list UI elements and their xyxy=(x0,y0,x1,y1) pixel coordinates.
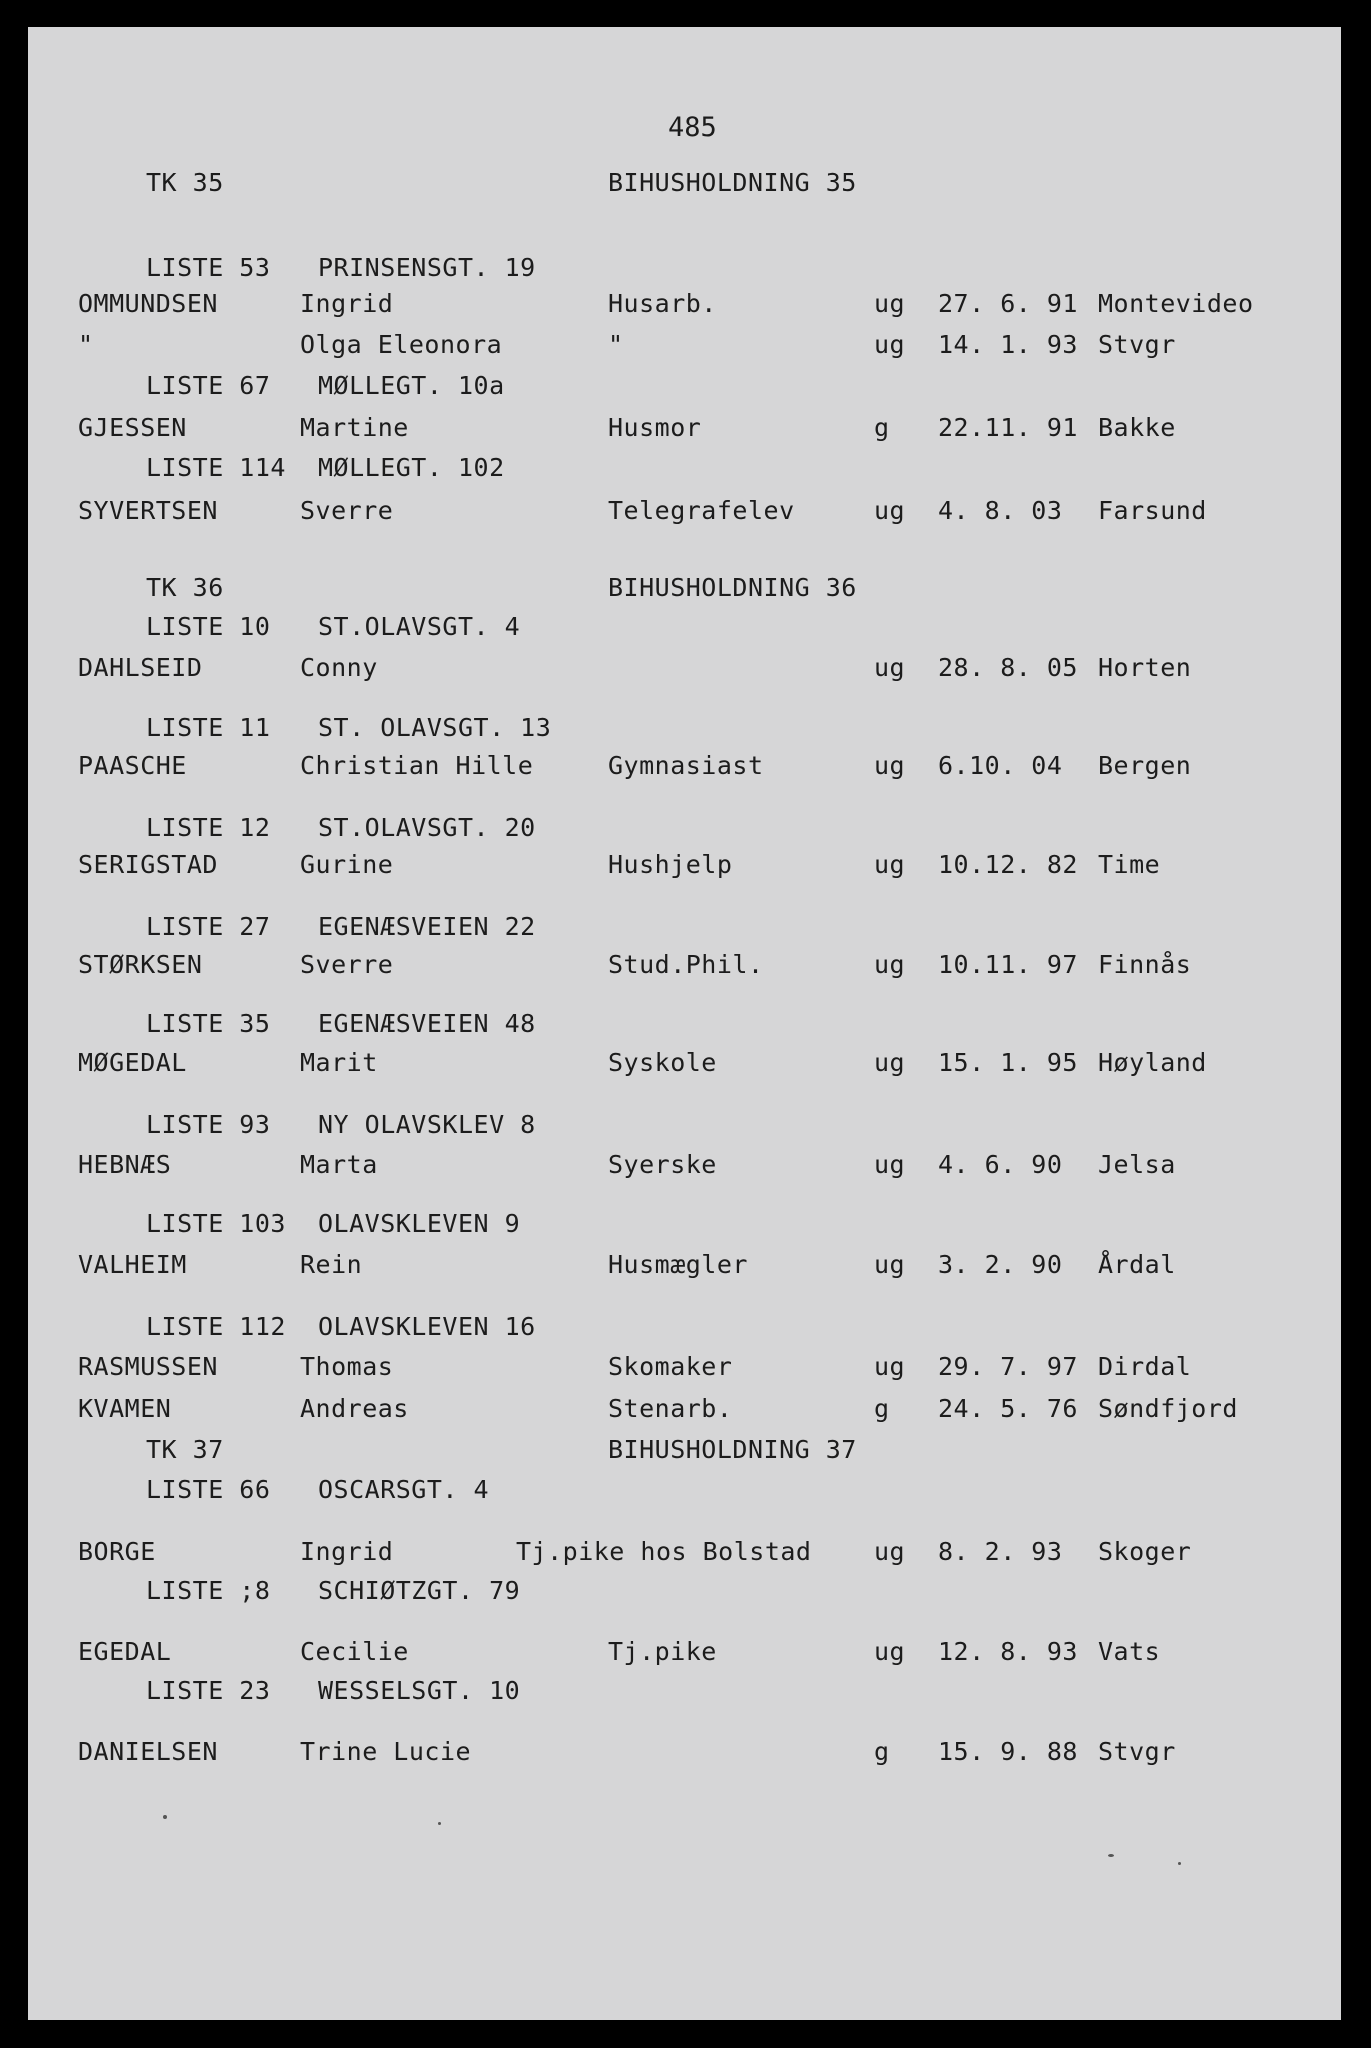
tk-label: TK 37 xyxy=(146,1435,224,1464)
birth-place: Stvgr xyxy=(1098,330,1176,359)
birth-date: 4. 8. 03 xyxy=(938,496,1063,525)
birth-place: Finnås xyxy=(1098,950,1192,979)
liste-number: LISTE 35 xyxy=(146,1009,271,1038)
first-name: Ingrid xyxy=(300,289,394,318)
birth-place: Høyland xyxy=(1098,1048,1207,1077)
first-name: Christian Hille xyxy=(300,751,534,780)
birth-place: Bakke xyxy=(1098,413,1176,442)
liste-heading-row xyxy=(28,1475,1341,1511)
surname: VALHEIM xyxy=(78,1250,187,1279)
occupation: Husarb. xyxy=(608,289,717,318)
marital-status: ug xyxy=(874,1537,906,1566)
birth-place: Horten xyxy=(1098,653,1192,682)
surname: OMMUNDSEN xyxy=(78,289,218,318)
birth-date: 15. 1. 95 xyxy=(938,1048,1078,1077)
birth-place: Årdal xyxy=(1098,1250,1176,1279)
liste-number: LISTE 11 xyxy=(146,713,271,742)
marital-status: ug xyxy=(874,1250,906,1279)
birth-place: Montevideo xyxy=(1098,289,1254,318)
surname: " xyxy=(78,330,94,359)
tk-heading-row xyxy=(28,573,1341,609)
birth-date: 22.11. 91 xyxy=(938,413,1078,442)
tk-heading-row xyxy=(28,1435,1341,1471)
census-listing xyxy=(28,27,1341,2020)
marital-status: g xyxy=(874,413,890,442)
street-address: OLAVSKLEVEN 16 xyxy=(318,1312,536,1341)
surname: SYVERTSEN xyxy=(78,496,218,525)
birth-date: 10.12. 82 xyxy=(938,850,1078,879)
surname: GJESSEN xyxy=(78,413,187,442)
birth-date: 28. 8. 05 xyxy=(938,653,1078,682)
liste-heading-row xyxy=(28,612,1341,648)
person-row xyxy=(28,289,1341,325)
street-address: OLAVSKLEVEN 9 xyxy=(318,1209,521,1238)
street-address: OSCARSGT. 4 xyxy=(318,1475,490,1504)
occupation: Tj.pike xyxy=(608,1637,717,1666)
marital-status: ug xyxy=(874,653,906,682)
person-row xyxy=(28,751,1341,787)
liste-number: LISTE 114 xyxy=(146,453,286,482)
occupation: Husmægler xyxy=(608,1250,748,1279)
birth-date: 24. 5. 76 xyxy=(938,1394,1078,1423)
person-row xyxy=(28,1637,1341,1673)
tk-heading-row xyxy=(28,168,1341,204)
surname: HEBNÆS xyxy=(78,1150,172,1179)
occupation: Tj.pike hos Bolstad xyxy=(516,1537,812,1566)
occupation: Syskole xyxy=(608,1048,717,1077)
street-address: PRINSENSGT. 19 xyxy=(318,253,536,282)
birth-place: Skoger xyxy=(1098,1537,1192,1566)
birth-date: 27. 6. 91 xyxy=(938,289,1078,318)
marital-status: ug xyxy=(874,1048,906,1077)
street-address: NY OLAVSKLEV 8 xyxy=(318,1110,536,1139)
occupation: Hushjelp xyxy=(608,850,733,879)
liste-number: LISTE ;8 xyxy=(146,1576,271,1605)
person-row xyxy=(28,653,1341,689)
birth-date: 15. 9. 88 xyxy=(938,1737,1078,1766)
occupation: Husmor xyxy=(608,413,702,442)
first-name: Thomas xyxy=(300,1352,394,1381)
liste-heading-row xyxy=(28,1009,1341,1045)
person-row xyxy=(28,950,1341,986)
street-address: WESSELSGT. 10 xyxy=(318,1676,521,1705)
first-name: Olga Eleonora xyxy=(300,330,503,359)
occupation: Telegrafelev xyxy=(608,496,795,525)
surname: SERIGSTAD xyxy=(78,850,218,879)
occupation: Syerske xyxy=(608,1150,717,1179)
marital-status: ug xyxy=(874,950,906,979)
occupation: Stenarb. xyxy=(608,1394,733,1423)
street-address: EGENÆSVEIEN 22 xyxy=(318,912,536,941)
first-name: Conny xyxy=(300,653,378,682)
first-name: Andreas xyxy=(300,1394,409,1423)
person-row xyxy=(28,1352,1341,1388)
liste-number: LISTE 12 xyxy=(146,813,271,842)
street-address: ST.OLAVSGT. 4 xyxy=(318,612,521,641)
birth-place: Jelsa xyxy=(1098,1150,1176,1179)
occupation: Gymnasiast xyxy=(608,751,764,780)
person-row xyxy=(28,413,1341,449)
ink-speck xyxy=(1108,1854,1114,1857)
birth-place: Vats xyxy=(1098,1637,1161,1666)
ink-speck xyxy=(438,1822,441,1825)
liste-number: LISTE 103 xyxy=(146,1209,286,1238)
birth-place: Time xyxy=(1098,850,1161,879)
ink-speck xyxy=(1178,1862,1181,1865)
surname: DAHLSEID xyxy=(78,653,203,682)
liste-heading-row xyxy=(28,371,1341,407)
liste-heading-row xyxy=(28,453,1341,489)
street-address: MØLLEGT. 10a xyxy=(318,371,505,400)
liste-number: LISTE 27 xyxy=(146,912,271,941)
marital-status: ug xyxy=(874,751,906,780)
first-name: Marit xyxy=(300,1048,378,1077)
first-name: Ingrid xyxy=(300,1537,394,1566)
occupation: " xyxy=(608,330,624,359)
first-name: Trine Lucie xyxy=(300,1737,472,1766)
birth-date: 6.10. 04 xyxy=(938,751,1063,780)
liste-heading-row xyxy=(28,1209,1341,1245)
page-number: 485 xyxy=(668,112,717,143)
birth-date: 14. 1. 93 xyxy=(938,330,1078,359)
birth-place: Farsund xyxy=(1098,496,1207,525)
birth-date: 29. 7. 97 xyxy=(938,1352,1078,1381)
birth-place: Dirdal xyxy=(1098,1352,1192,1381)
birth-date: 4. 6. 90 xyxy=(938,1150,1063,1179)
person-row xyxy=(28,496,1341,532)
person-row xyxy=(28,1394,1341,1430)
tk-label: TK 36 xyxy=(146,573,224,602)
liste-heading-row xyxy=(28,1676,1341,1712)
surname: RASMUSSEN xyxy=(78,1352,218,1381)
bihusholdning-label: BIHUSHOLDNING 36 xyxy=(608,573,857,602)
liste-number: LISTE 66 xyxy=(146,1475,271,1504)
tk-label: TK 35 xyxy=(146,168,224,197)
person-row xyxy=(28,1737,1341,1773)
liste-number: LISTE 112 xyxy=(146,1312,286,1341)
marital-status: ug xyxy=(874,850,906,879)
marital-status: ug xyxy=(874,1352,906,1381)
first-name: Rein xyxy=(300,1250,363,1279)
surname: BORGE xyxy=(78,1537,156,1566)
person-row xyxy=(28,1537,1341,1573)
liste-heading-row xyxy=(28,1312,1341,1348)
first-name: Sverre xyxy=(300,950,394,979)
marital-status: ug xyxy=(874,289,906,318)
surname: KVAMEN xyxy=(78,1394,172,1423)
birth-place: Søndfjord xyxy=(1098,1394,1238,1423)
bihusholdning-label: BIHUSHOLDNING 35 xyxy=(608,168,857,197)
street-address: MØLLEGT. 102 xyxy=(318,453,505,482)
person-row xyxy=(28,330,1341,366)
first-name: Sverre xyxy=(300,496,394,525)
birth-date: 8. 2. 93 xyxy=(938,1537,1063,1566)
birth-date: 12. 8. 93 xyxy=(938,1637,1078,1666)
street-address: ST.OLAVSGT. 20 xyxy=(318,813,536,842)
marital-status: g xyxy=(874,1737,890,1766)
liste-heading-row xyxy=(28,813,1341,849)
surname: EGEDAL xyxy=(78,1637,172,1666)
surname: PAASCHE xyxy=(78,751,187,780)
birth-date: 3. 2. 90 xyxy=(938,1250,1063,1279)
first-name: Marta xyxy=(300,1150,378,1179)
first-name: Cecilie xyxy=(300,1637,409,1666)
liste-heading-row xyxy=(28,912,1341,948)
document-page xyxy=(28,27,1341,2020)
ink-speck xyxy=(163,1815,167,1819)
birth-date: 10.11. 97 xyxy=(938,950,1078,979)
person-row xyxy=(28,1150,1341,1186)
liste-number: LISTE 10 xyxy=(146,612,271,641)
birth-place: Stvgr xyxy=(1098,1737,1176,1766)
liste-number: LISTE 23 xyxy=(146,1676,271,1705)
first-name: Gurine xyxy=(300,850,394,879)
liste-heading-row xyxy=(28,253,1341,289)
street-address: EGENÆSVEIEN 48 xyxy=(318,1009,536,1038)
liste-number: LISTE 67 xyxy=(146,371,271,400)
liste-heading-row xyxy=(28,713,1341,749)
street-address: ST. OLAVSGT. 13 xyxy=(318,713,552,742)
occupation: Stud.Phil. xyxy=(608,950,764,979)
marital-status: ug xyxy=(874,1637,906,1666)
person-row xyxy=(28,1250,1341,1286)
marital-status: ug xyxy=(874,1150,906,1179)
occupation: Skomaker xyxy=(608,1352,733,1381)
liste-heading-row xyxy=(28,1110,1341,1146)
liste-heading-row xyxy=(28,1576,1341,1612)
person-row xyxy=(28,850,1341,886)
marital-status: ug xyxy=(874,330,906,359)
bihusholdning-label: BIHUSHOLDNING 37 xyxy=(608,1435,857,1464)
birth-place: Bergen xyxy=(1098,751,1192,780)
marital-status: g xyxy=(874,1394,890,1423)
surname: DANIELSEN xyxy=(78,1737,218,1766)
person-row xyxy=(28,1048,1341,1084)
surname: MØGEDAL xyxy=(78,1048,187,1077)
first-name: Martine xyxy=(300,413,409,442)
marital-status: ug xyxy=(874,496,906,525)
street-address: SCHIØTZGT. 79 xyxy=(318,1576,521,1605)
liste-number: LISTE 53 xyxy=(146,253,271,282)
surname: STØRKSEN xyxy=(78,950,203,979)
liste-number: LISTE 93 xyxy=(146,1110,271,1139)
